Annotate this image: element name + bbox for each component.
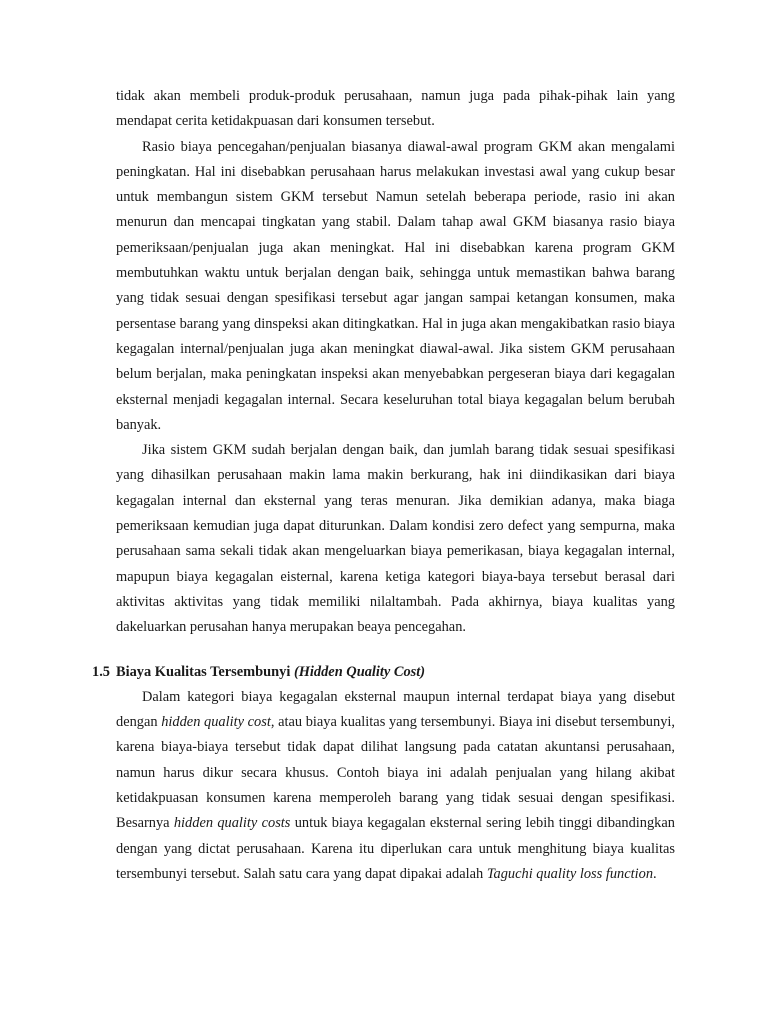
section-number: 1.5	[92, 663, 110, 680]
paragraph-zero-defect: Jika sistem GKM sudah berjalan dengan baik, dan jumlah barang tidak sesuai spesifikasi yang dihasilkan perusahaan makin lama makin berkurang, hak ini diindikasikan dari biaya kegagalan internal dan eksternal yang teras menuran. Jika demikian adanya, maka biaga pemeriksaan kemudian juga dapat diturunkan. Dalam kondisi zero defect yang sempurna, maka perusahaan sama sekali tidak akan mengeluarkan biaya pemerikasan, biaya kegagalan internal, mapupun biaya kegagalan eisternal, karena ketiga kategori biaya-baya tersebut berasal dari aktivitas aktivitas yang tidak memiliki nilaltambah. Pada akhirnya, biaya kualitas yang dakeluarkan perusahan hanya merupakan beaya pencegahan.	[116, 442, 675, 636]
document-page	[92, 84, 675, 887]
hidden-cost-text-4: .	[653, 865, 657, 882]
section-heading	[92, 660, 675, 685]
term-hidden-quality-cost: hidden quality cost	[161, 714, 271, 731]
hidden-cost-text-2: , atau biaya kualitas yang tersembunyi. Biaya ini disebut tersembunyi, karena biaya-biaya tersebut tidak dapat dilihat langsung pada catatan akuntansi perusahaan, namun harus dikur secara khusus. Contoh biaya ini adalah penjualan yang hilang akibat ketidakpuasan konsumen karena memperoleh barang yang tidak sesuai dengan spesifikasi. Besarnya	[116, 714, 675, 832]
hidden-cost-text-3: untuk biaya kegagalan eksternal sering lebih tinggi dibandingkan dengan yang dictat perusahaan. Karena itu diperlukan cara untuk menghitung biaya kualitas tersembunyi tersebut. Salah satu cara yang dapat dipakai adalah	[116, 815, 675, 882]
term-hidden-quality-costs: hidden quality costs	[173, 815, 291, 832]
paragraph-hidden-cost	[116, 685, 675, 887]
section-title: Biaya Kualitas Tersembunyi	[116, 663, 291, 680]
paragraph-continuation: tidak akan membeli produk-produk perusahaan, namun juga pada pihak-pihak lain yang mendapat cerita ketidakpuasan dari konsumen tersebut.	[116, 88, 675, 130]
section-subtitle: (Hidden Quality Cost)	[293, 663, 426, 680]
paragraph-gkm-ratio: Rasio biaya pencegahan/penjualan biasanya diawal-awal program GKM akan mengalami peningkatan. Hal ini disebabkan perusahaan harus melakukan investasi awal yang cukup besar untuk membangun sistem GKM tersebut Namun setelah beberapa periode, rasio ini akan menurun dan mencapai tingkatan yang stabil. Dalam tahap awal GKM biasanya rasio biaya pemeriksaan/penjualan juga akan meningkat. Hal ini disebabkan karena program GKM membutuhkan waktu untuk berjalan dengan baik, sehingga untuk memastikan bahwa barang yang tidak sesuai dengan spesifikasi tersebut agar jangan sampai ketangan konsumen, maka persentase barang yang dinspeksi akan ditingkatkan. Hal in juga akan mengakibatkan rasio biaya kegagalan internal/penjualan juga akan meningkat diawal-awal. Jika sistem GKM perusahaan belum berjalan, maka peningkatan inspeksi akan menyebabkan pergeseran biaya dari kegagalan eksternal menjadi kegagalan internal. Secara keseluruhan total biaya kegagalan belum berubah banyak.	[116, 138, 675, 433]
term-taguchi-loss-function: Taguchi quality loss function	[486, 865, 654, 882]
hidden-cost-text-1: Dalam kategori biaya kegagalan eksternal maupun internal terdapat biaya yang disebut dengan	[116, 688, 675, 731]
